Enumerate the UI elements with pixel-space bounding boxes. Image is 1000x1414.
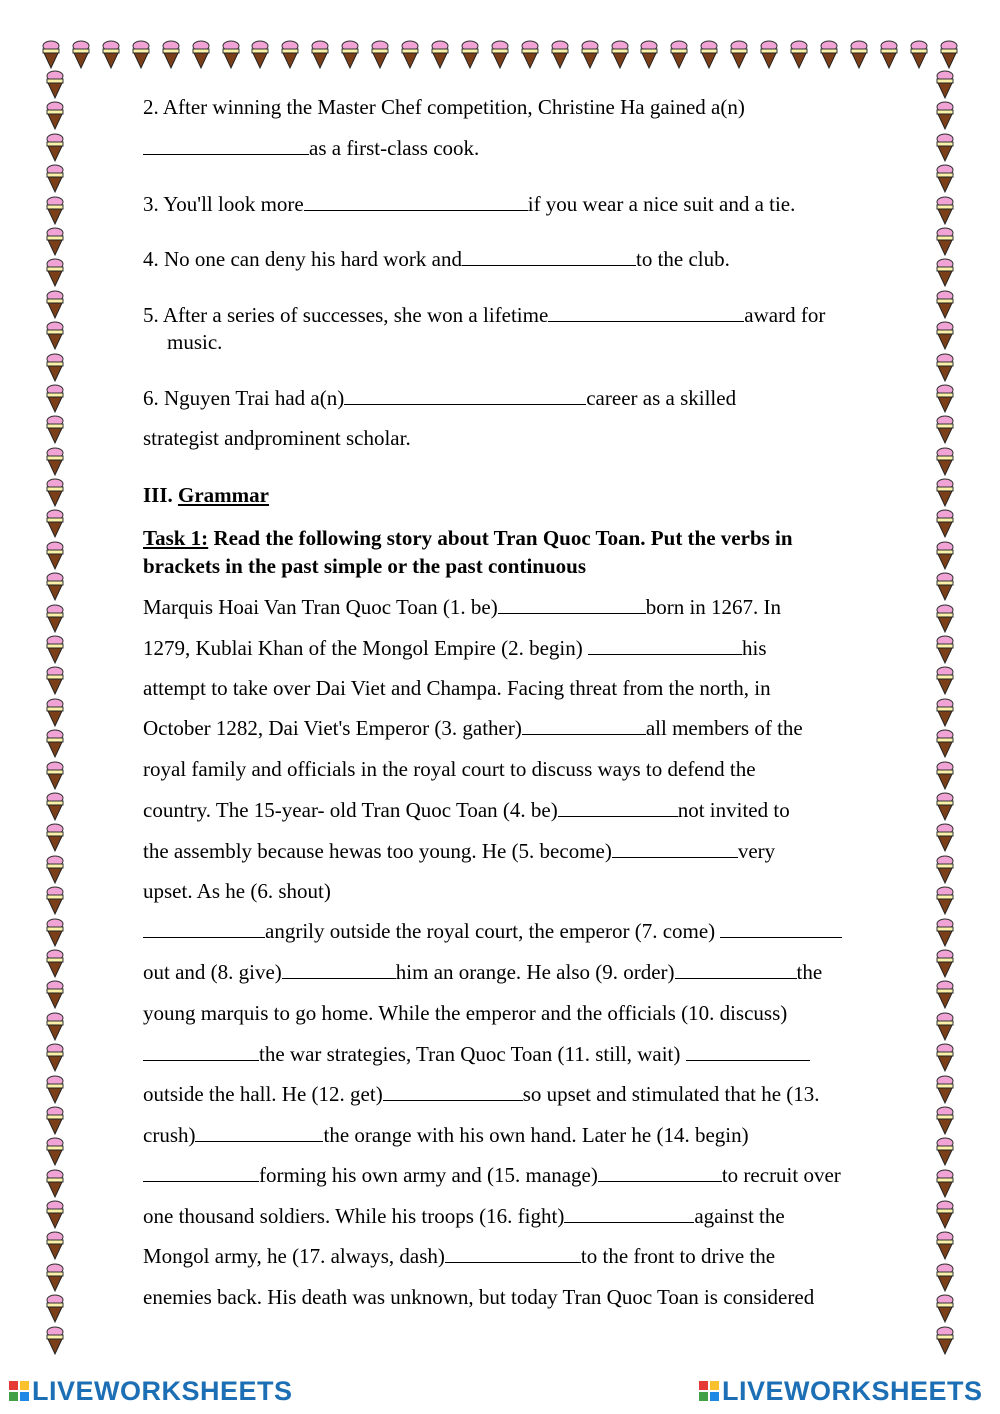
answer-blank-q2[interactable] — [143, 134, 309, 155]
story-line-6: country. The 15-year- old Tran Quoc Toan (4. be) not invited to — [143, 798, 790, 822]
ice-cream-cone-icon — [44, 1200, 66, 1230]
ice-cream-cone-icon — [668, 40, 690, 70]
ice-cream-cone-icon — [934, 918, 956, 948]
ice-cream-cone-icon — [728, 40, 750, 70]
ice-cream-cone-icon — [44, 101, 66, 131]
answer-blank-q6[interactable] — [344, 384, 586, 405]
story-line-12: the war strategies, Tran Quoc Toan (11. still, wait) — [143, 1040, 810, 1068]
ice-cream-cone-icon — [40, 40, 62, 70]
page-border-left — [44, 70, 66, 1356]
liveworksheets-logo-left[interactable] — [8, 1376, 293, 1406]
ice-cream-cone-icon — [934, 1106, 956, 1136]
answer-blank-17[interactable] — [445, 1242, 581, 1263]
story-line-14: crush) the orange with his own hand. Later he (14. begin) — [143, 1123, 749, 1147]
ice-cream-cone-icon — [44, 290, 66, 320]
ice-cream-cone-icon — [934, 478, 956, 508]
task-1-instruction-line-1: Task 1: Read the following story about Tran Quoc Toan. Put the verbs in — [143, 526, 793, 550]
ice-cream-cone-icon — [44, 855, 66, 885]
story-line-5: royal family and officials in the royal court to discuss ways to defend the — [143, 757, 756, 781]
ice-cream-cone-icon — [44, 949, 66, 979]
ice-cream-cone-icon — [44, 1294, 66, 1324]
ice-cream-cone-icon — [908, 40, 930, 70]
answer-blank-15[interactable] — [598, 1161, 722, 1182]
ice-cream-cone-icon — [44, 1106, 66, 1136]
ice-cream-cone-icon — [519, 40, 541, 70]
question-3: 3. You'll look more if you wear a nice suit and a tie. — [143, 192, 796, 216]
answer-blank-14[interactable] — [143, 1161, 259, 1182]
ice-cream-cone-icon — [44, 823, 66, 853]
ice-cream-cone-icon — [399, 40, 421, 70]
ice-cream-cone-icon — [339, 40, 361, 70]
ice-cream-cone-icon — [934, 1326, 956, 1356]
page-border-top — [40, 40, 960, 70]
ice-cream-cone-icon — [44, 1137, 66, 1167]
ice-cream-cone-icon — [878, 40, 900, 70]
ice-cream-cone-icon — [848, 40, 870, 70]
ice-cream-cone-icon — [934, 666, 956, 696]
ice-cream-cone-icon — [549, 40, 571, 70]
ice-cream-cone-icon — [934, 384, 956, 414]
ice-cream-cone-icon — [698, 40, 720, 70]
ice-cream-cone-icon — [459, 40, 481, 70]
answer-blank-8[interactable] — [282, 958, 396, 979]
ice-cream-cone-icon — [44, 70, 66, 100]
answer-blank-13[interactable] — [195, 1121, 323, 1142]
ice-cream-cone-icon — [70, 40, 92, 70]
ice-cream-cone-icon — [818, 40, 840, 70]
ice-cream-cone-icon — [934, 572, 956, 602]
ice-cream-cone-icon — [788, 40, 810, 70]
story-line-16: one thousand soldiers. While his troops (16. fight) against the — [143, 1204, 785, 1228]
ice-cream-cone-icon — [934, 321, 956, 351]
ice-cream-cone-icon — [934, 70, 956, 100]
ice-cream-cone-icon — [44, 1231, 66, 1261]
ice-cream-cone-icon — [44, 666, 66, 696]
ice-cream-cone-icon — [934, 290, 956, 320]
answer-blank-12[interactable] — [383, 1080, 523, 1101]
ice-cream-cone-icon — [934, 698, 956, 728]
section-heading-grammar: III. Grammar — [143, 483, 269, 507]
logo-text: LIVEWORKSHEETS — [722, 1375, 983, 1406]
ice-cream-cone-icon — [934, 541, 956, 571]
ice-cream-cone-icon — [44, 635, 66, 665]
ice-cream-cone-icon — [44, 1043, 66, 1073]
ice-cream-cone-icon — [758, 40, 780, 70]
ice-cream-cone-icon — [44, 604, 66, 634]
question-5-line-2: music. — [167, 330, 223, 354]
answer-blank-10[interactable] — [143, 1040, 259, 1061]
story-line-3: attempt to take over Dai Viet and Champa. Facing threat from the north, in — [143, 676, 771, 700]
logo-text: LIVEWORKSHEETS — [32, 1375, 293, 1406]
ice-cream-cone-icon — [44, 196, 66, 226]
ice-cream-cone-icon — [934, 1200, 956, 1230]
story-line-15: forming his own army and (15. manage) to recruit over — [143, 1161, 841, 1189]
ice-cream-cone-icon — [934, 133, 956, 163]
ice-cream-cone-icon — [44, 415, 66, 445]
liveworksheets-grid-icon — [8, 1380, 30, 1402]
ice-cream-cone-icon — [44, 886, 66, 916]
question-5-line-1: 5. After a series of successes, she won a lifetime award for — [143, 303, 826, 327]
ice-cream-cone-icon — [934, 101, 956, 131]
story-line-11: young marquis to go home. While the emperor and the officials (10. discuss) — [143, 1001, 788, 1025]
answer-blank-7[interactable] — [720, 917, 842, 938]
ice-cream-cone-icon — [100, 40, 122, 70]
answer-blank-16[interactable] — [564, 1202, 694, 1223]
ice-cream-cone-icon — [44, 478, 66, 508]
ice-cream-cone-icon — [249, 40, 271, 70]
ice-cream-cone-icon — [429, 40, 451, 70]
ice-cream-cone-icon — [934, 1075, 956, 1105]
liveworksheets-logo-right[interactable] — [698, 1376, 983, 1406]
ice-cream-cone-icon — [579, 40, 601, 70]
ice-cream-cone-icon — [934, 1294, 956, 1324]
story-line-17: Mongol army, he (17. always, dash) to the front to drive the — [143, 1244, 776, 1268]
ice-cream-cone-icon — [309, 40, 331, 70]
ice-cream-cone-icon — [934, 980, 956, 1010]
ice-cream-cone-icon — [279, 40, 301, 70]
answer-blank-11[interactable] — [686, 1040, 810, 1061]
ice-cream-cone-icon — [44, 1169, 66, 1199]
ice-cream-cone-icon — [934, 1231, 956, 1261]
answer-blank-4[interactable] — [558, 796, 678, 817]
question-2-line-1: 2. After winning the Master Chef competition, Christine Ha gained a(n) — [143, 95, 745, 119]
ice-cream-cone-icon — [934, 258, 956, 288]
ice-cream-cone-icon — [44, 541, 66, 571]
question-2-line-2: as a first-class cook. — [143, 134, 479, 162]
ice-cream-cone-icon — [934, 729, 956, 759]
ice-cream-cone-icon — [934, 635, 956, 665]
story-line-10: out and (8. give) him an orange. He also (9. order) the — [143, 960, 823, 984]
ice-cream-cone-icon — [934, 353, 956, 383]
ice-cream-cone-icon — [44, 133, 66, 163]
ice-cream-cone-icon — [44, 1263, 66, 1293]
ice-cream-cone-icon — [934, 1012, 956, 1042]
question-6-line-2: strategist andprominent scholar. — [143, 426, 411, 450]
ice-cream-cone-icon — [934, 1137, 956, 1167]
answer-blank-1[interactable] — [498, 593, 646, 614]
ice-cream-cone-icon — [934, 415, 956, 445]
ice-cream-cone-icon — [44, 729, 66, 759]
ice-cream-cone-icon — [44, 384, 66, 414]
question-6-line-1: 6. Nguyen Trai had a(n) career as a skilled — [143, 386, 737, 410]
answer-blank-3[interactable] — [522, 714, 646, 735]
ice-cream-cone-icon — [934, 447, 956, 477]
ice-cream-cone-icon — [934, 886, 956, 916]
ice-cream-cone-icon — [44, 698, 66, 728]
answer-blank-9[interactable] — [675, 958, 797, 979]
ice-cream-cone-icon — [938, 40, 960, 70]
ice-cream-cone-icon — [934, 1169, 956, 1199]
ice-cream-cone-icon — [934, 164, 956, 194]
answer-blank-q3[interactable] — [304, 190, 528, 211]
ice-cream-cone-icon — [44, 1075, 66, 1105]
ice-cream-cone-icon — [638, 40, 660, 70]
story-line-7: the assembly because hewas too young. He (5. become) very — [143, 839, 776, 863]
ice-cream-cone-icon — [160, 40, 182, 70]
ice-cream-cone-icon — [44, 258, 66, 288]
ice-cream-cone-icon — [489, 40, 511, 70]
story-line-8: upset. As he (6. shout) — [143, 879, 331, 903]
ice-cream-cone-icon — [44, 792, 66, 822]
liveworksheets-grid-icon — [698, 1380, 720, 1402]
answer-blank-q4[interactable] — [462, 245, 636, 266]
ice-cream-cone-icon — [44, 509, 66, 539]
ice-cream-cone-icon — [609, 40, 631, 70]
ice-cream-cone-icon — [934, 1263, 956, 1293]
story-line-1: Marquis Hoai Van Tran Quoc Toan (1. be) born in 1267. In — [143, 595, 782, 619]
ice-cream-cone-icon — [934, 855, 956, 885]
task-1-instruction-line-2: brackets in the past simple or the past continuous — [143, 554, 586, 578]
ice-cream-cone-icon — [934, 1043, 956, 1073]
ice-cream-cone-icon — [190, 40, 212, 70]
ice-cream-cone-icon — [44, 1012, 66, 1042]
story-line-13: outside the hall. He (12. get) so upset and stimulated that he (13. — [143, 1082, 820, 1106]
ice-cream-cone-icon — [369, 40, 391, 70]
ice-cream-cone-icon — [934, 196, 956, 226]
ice-cream-cone-icon — [934, 604, 956, 634]
ice-cream-cone-icon — [44, 353, 66, 383]
ice-cream-cone-icon — [44, 1326, 66, 1356]
ice-cream-cone-icon — [44, 164, 66, 194]
story-line-18: enemies back. His death was unknown, but today Tran Quoc Toan is considered — [143, 1285, 815, 1309]
ice-cream-cone-icon — [130, 40, 152, 70]
ice-cream-cone-icon — [44, 572, 66, 602]
story-line-4: October 1282, Dai Viet's Emperor (3. gather) all members of the — [143, 716, 803, 740]
answer-blank-q5[interactable] — [548, 301, 744, 322]
ice-cream-cone-icon — [934, 509, 956, 539]
answer-blank-6[interactable] — [143, 917, 265, 938]
ice-cream-cone-icon — [220, 40, 242, 70]
ice-cream-cone-icon — [44, 761, 66, 791]
ice-cream-cone-icon — [44, 227, 66, 257]
answer-blank-2[interactable] — [588, 634, 742, 655]
ice-cream-cone-icon — [44, 447, 66, 477]
ice-cream-cone-icon — [44, 980, 66, 1010]
ice-cream-cone-icon — [934, 761, 956, 791]
ice-cream-cone-icon — [934, 792, 956, 822]
ice-cream-cone-icon — [44, 918, 66, 948]
question-4: 4. No one can deny his hard work and to the club. — [143, 247, 730, 271]
ice-cream-cone-icon — [934, 227, 956, 257]
story-line-9: angrily outside the royal court, the emperor (7. come) — [143, 917, 842, 945]
ice-cream-cone-icon — [934, 823, 956, 853]
ice-cream-cone-icon — [934, 949, 956, 979]
page-border-right — [934, 70, 956, 1356]
story-line-2: 1279, Kublai Khan of the Mongol Empire (2. begin) his — [143, 636, 767, 660]
ice-cream-cone-icon — [44, 321, 66, 351]
answer-blank-5[interactable] — [612, 837, 738, 858]
